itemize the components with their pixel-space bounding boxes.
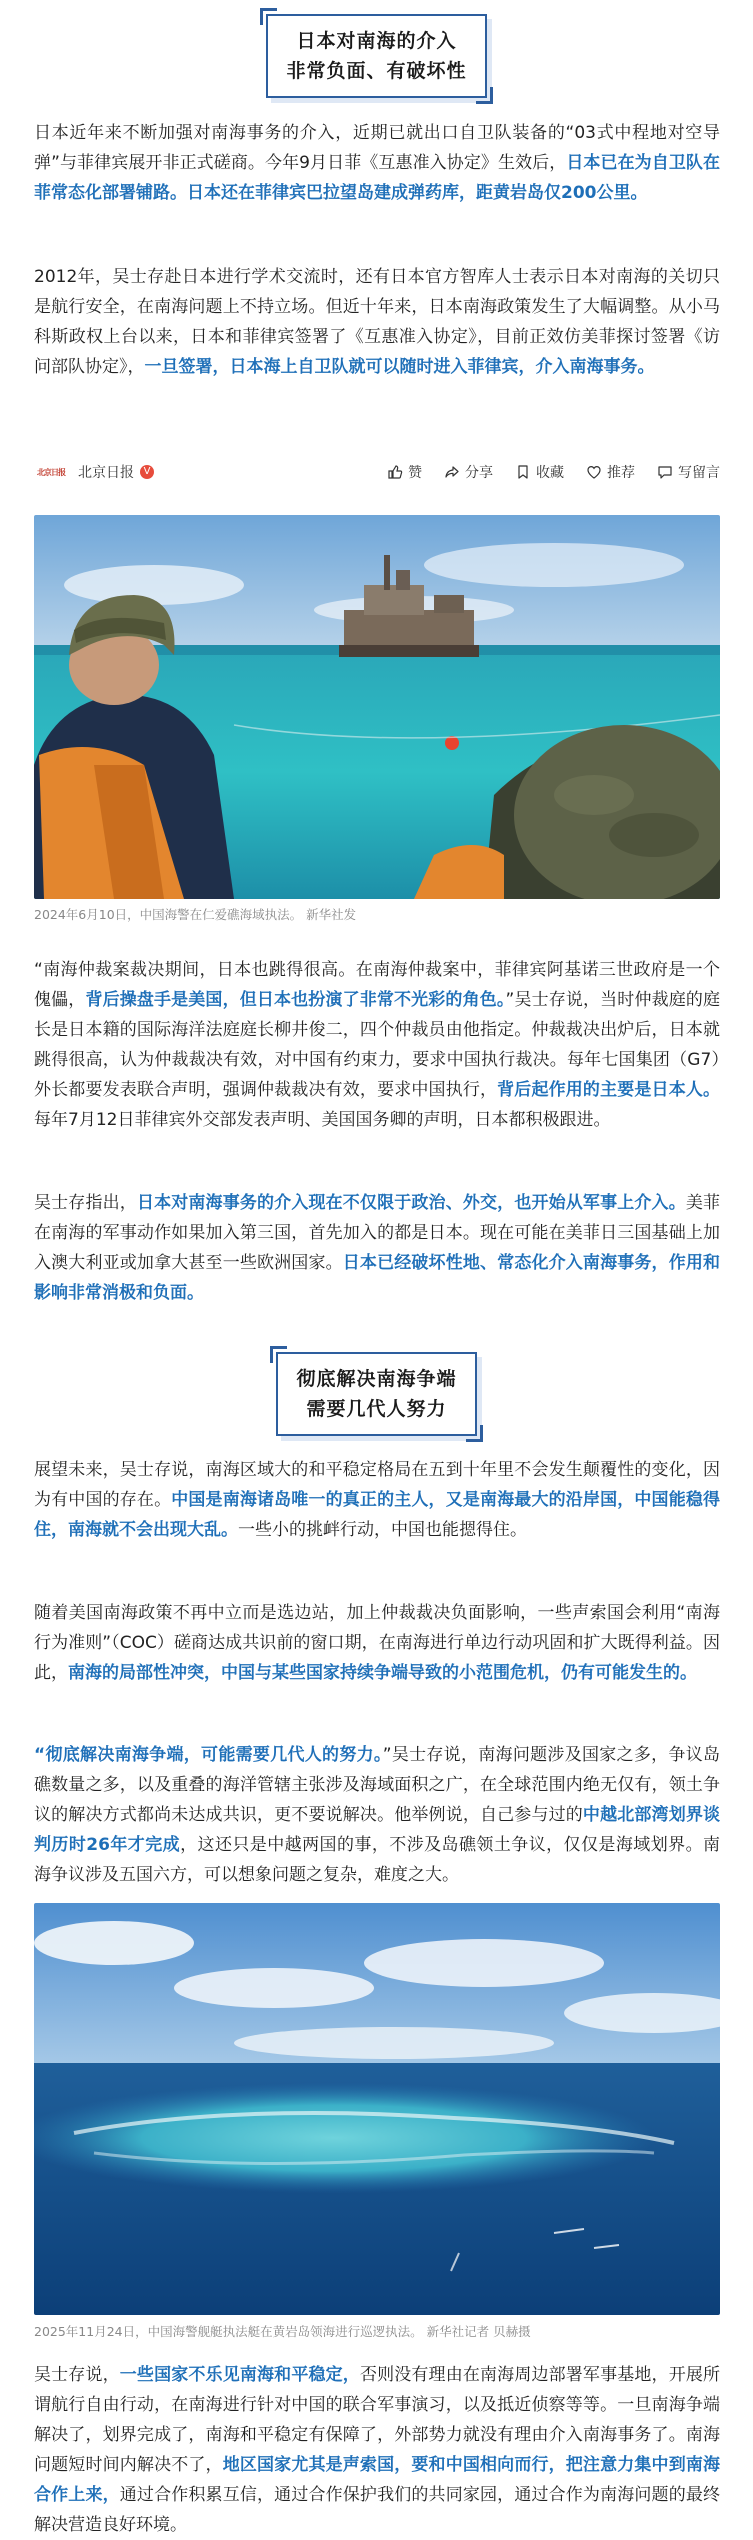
photo-illustration bbox=[34, 1903, 720, 2315]
highlighted-text: 南海的局部性冲突，中国与某些国家持续争端导致的小范围危机，仍有可能发生的。 bbox=[68, 1663, 697, 1683]
photo-caption: 2025年11月24日，中国海警舰艇执法艇在黄岩岛领海进行巡逻执法。 新华社记者 贝赫摄 bbox=[34, 2324, 531, 2339]
paragraph bbox=[34, 1188, 720, 1308]
source-bar bbox=[34, 452, 720, 492]
highlighted-text: 日本对南海事务的介入现在不仅限于政治、外交，也开始从军事上介入。 bbox=[136, 1193, 686, 1213]
recommend-label: 推荐 bbox=[607, 465, 635, 481]
comment-label: 写留言 bbox=[678, 465, 720, 481]
paragraph bbox=[34, 262, 720, 382]
comment-icon bbox=[657, 464, 673, 480]
share-icon bbox=[444, 464, 460, 480]
highlighted-text: 背后起作用的主要是日本人。 bbox=[497, 1080, 721, 1100]
section-heading-box bbox=[266, 14, 486, 98]
section-heading-1 bbox=[0, 14, 753, 98]
section-title-line: 非常负面、有破坏性 bbox=[286, 60, 467, 82]
paragraph bbox=[34, 2360, 720, 2540]
paragraph bbox=[34, 1598, 720, 1688]
section-title-line: 彻底解决南海争端 bbox=[296, 1368, 457, 1390]
paragraph-text: 每年7月12日菲律宾外交部发表声明、美国国务卿的声明，日本都积极跟进。 bbox=[34, 1110, 611, 1130]
paragraph-text: 否则没有理由在南海周边部署军事基地，开展所谓航行自由行动，在南海进行针对中国的联合军事演习，以及抵近侦察等等。一旦南海争端解决了，划界完成了，南海和平稳定有保障了，外部势力就没有理由介入南海事务了。南海问题短时间内解决不了， bbox=[34, 2365, 721, 2475]
paragraph bbox=[34, 1740, 720, 1890]
highlighted-text: “彻底解决南海争端，可能需要几代人的努力。 bbox=[34, 1745, 383, 1765]
paragraph-text: 一些小的挑衅行动，中国也能摁得住。 bbox=[238, 1520, 527, 1540]
paragraph-text: ，这还只是中越两国的事，不涉及岛礁领土争议，仅仅是海域划界。南海争议涉及五国六方，可以想象问题之复杂，难度之大。 bbox=[34, 1835, 720, 1885]
highlighted-text: 日本已在为自卫队在菲常态化部署铺路。日本还在菲律宾巴拉望岛建成弹药库，距黄岩岛仅200公里。 bbox=[34, 153, 721, 203]
paragraph-text: 2012年，吴士存赴日本进行学术交流时，还有日本官方智库人士表示日本对南海的关切只是航行安全，在南海问题上不持立场。但近十年来，日本南海政策发生了大幅调整。从小马科斯政权上台以来，日本和菲律宾签署了《互惠准入协定》，目前正效仿美菲探讨签署《访问部队协定》， bbox=[34, 267, 720, 377]
bookmark-icon bbox=[515, 464, 531, 480]
thumb-up-icon bbox=[387, 464, 403, 480]
section-heading-2 bbox=[0, 1352, 753, 1436]
highlighted-text: 一些国家不乐见南海和平稳定， bbox=[119, 2365, 360, 2385]
paragraph-text: 吴士存指出， bbox=[34, 1193, 137, 1213]
newspaper-logo: 北京日报 bbox=[37, 466, 65, 477]
paragraph bbox=[34, 955, 720, 1135]
paragraph bbox=[34, 118, 720, 208]
news-photo-coast-guard bbox=[34, 515, 720, 899]
paragraph-text: ”吴士存说，当时仲裁庭的庭长是日本籍的国际海洋法庭庭长柳井俊二，四个仲裁员由他指定。仲裁裁决出炉后，日本就跳得很高，认为仲裁裁决有效，对中国有约束力，要求中国执行裁决。每年七国集团（G7）外长都要发表联合声明，强调仲裁裁决有效，要求中国执行， bbox=[34, 990, 721, 1100]
share-label: 分享 bbox=[465, 465, 493, 481]
news-photo-reef-aerial bbox=[34, 1903, 720, 2315]
photo-illustration bbox=[34, 515, 720, 899]
paragraph-text: ”吴士存说，南海问题涉及国家之多，争议岛礁数量之多，以及重叠的海洋管辖主张涉及海域面积之广，在全球范围内绝无仅有，领土争议的解决方式都尚未达成共识，更不要说解决。他举例说，自己参与过的 bbox=[34, 1745, 720, 1825]
action-group bbox=[387, 462, 720, 482]
like-label: 赞 bbox=[408, 465, 422, 481]
paragraph-text: 随着美国南海政策不再中立而是选边站，加上仲裁裁决负面影响，一些声索国会利用“南海行为准则”（COC）磋商达成共识前的窗口期，在南海进行单边行动巩固和扩大既得利益。因此， bbox=[34, 1603, 720, 1683]
highlighted-text: 日本已经破坏性地、常态化介入南海事务，作用和影响非常消极和负面。 bbox=[34, 1253, 721, 1303]
paragraph bbox=[34, 1455, 720, 1545]
section-heading-box bbox=[276, 1352, 476, 1436]
comment-button[interactable] bbox=[657, 462, 720, 482]
paragraph-text: 通过合作积累互信，通过合作保护我们的共同家园，通过合作为南海问题的最终解决营造良好环境。 bbox=[34, 2485, 721, 2535]
paragraph-text: 日本近年来不断加强对南海事务的介入，近期已就出口自卫队装备的“03式中程地对空导弹”与菲律宾展开非正式磋商。今年9月日菲《互惠准入协定》生效后， bbox=[34, 123, 720, 173]
section-title-line: 需要几代人努力 bbox=[306, 1398, 447, 1420]
highlighted-text: 一旦签署，日本海上自卫队就可以随时进入菲律宾，介入南海事务。 bbox=[144, 357, 655, 377]
heart-icon bbox=[586, 464, 602, 480]
paragraph-text: 吴士存说， bbox=[34, 2365, 120, 2385]
paragraph-text: 美菲在南海的军事动作如果加入第三国，首先加入的都是日本。现在可能在美菲日三国基础上加入澳大利亚或加拿大甚至一些欧洲国家。 bbox=[34, 1193, 721, 1273]
verified-badge-icon: V bbox=[140, 465, 154, 479]
section-title-line: 日本对南海的介入 bbox=[296, 30, 457, 52]
photo-caption: 2024年6月10日，中国海警在仁爱礁海域执法。 新华社发 bbox=[34, 907, 357, 922]
bookmark-label: 收藏 bbox=[536, 465, 564, 481]
highlighted-text: 背后操盘手是美国，但日本也扮演了非常不光彩的角色。 bbox=[85, 990, 506, 1010]
paragraph-text: 展望未来，吴士存说，南海区域大的和平稳定格局在五到十年里不会发生颠覆性的变化，因为有中国的存在。 bbox=[34, 1460, 720, 1510]
bookmark-button[interactable] bbox=[515, 462, 564, 482]
source-name[interactable]: 北京日报 bbox=[78, 465, 134, 481]
like-button[interactable] bbox=[387, 462, 422, 482]
highlighted-text: 中国是南海诸岛唯一的真正的主人，又是南海最大的沿岸国，中国能稳得住，南海就不会出现大乱。 bbox=[34, 1490, 721, 1540]
paragraph-text: “南海仲裁案裁决期间，日本也跳得很高。在南海仲裁案中，菲律宾阿基诺三世政府是一个傀儡， bbox=[34, 960, 720, 1010]
highlighted-text: 地区国家尤其是声索国，要和中国相向而行，把注意力集中到南海合作上来， bbox=[34, 2455, 721, 2505]
recommend-button[interactable] bbox=[586, 462, 635, 482]
share-button[interactable] bbox=[444, 462, 493, 482]
highlighted-text: 中越北部湾划界谈判历时26年才完成 bbox=[34, 1805, 720, 1855]
